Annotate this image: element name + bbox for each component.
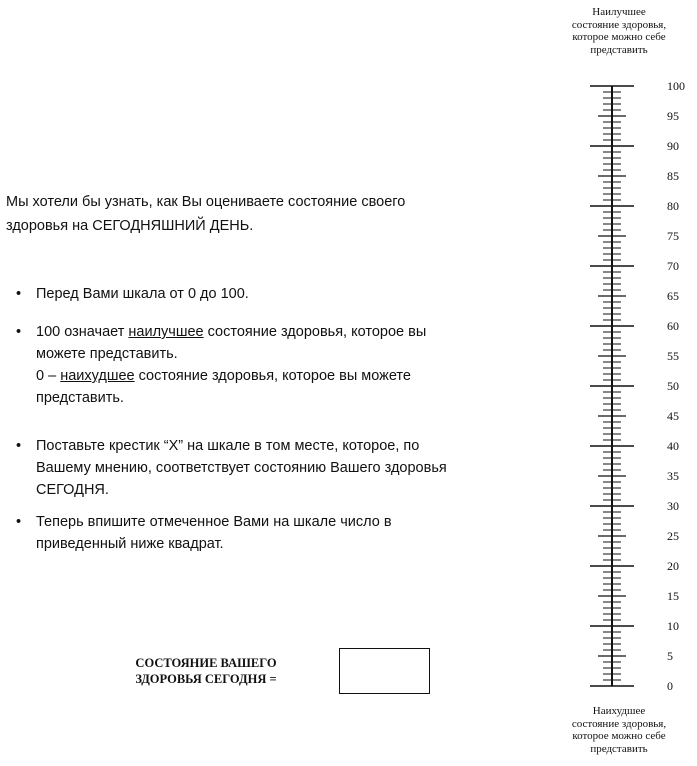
instruction-text: Перед Вами шкала от 0 до 100.	[36, 286, 249, 302]
answer-label-line: СОСТОЯНИЕ ВАШЕГО	[135, 656, 277, 670]
instruction-line: Теперь впишите отмеченное Вами на шкале число в	[36, 514, 392, 530]
scale-tick-label: 40	[667, 439, 679, 453]
bottom-caption-line: представить	[590, 742, 648, 755]
scale-tick-label: 90	[667, 139, 679, 153]
scale-tick-label: 100	[667, 79, 685, 93]
scale-tick-label: 95	[667, 109, 679, 123]
scale-tick-label: 75	[667, 229, 679, 243]
bullet-icon: •	[16, 438, 22, 454]
scale-tick-label: 70	[667, 259, 679, 273]
scale-tick-label: 50	[667, 379, 679, 393]
bottom-caption-line: состояние здоровья,	[571, 717, 667, 730]
instruction-line: приведенный ниже квадрат.	[36, 536, 224, 552]
bullet-icon: •	[16, 324, 22, 340]
intro-line: здоровья на СЕГОДНЯШНИЙ ДЕНЬ.	[6, 218, 254, 234]
scale-tick-label: 25	[667, 529, 679, 543]
bullet-icon: •	[16, 514, 22, 530]
instruction-line: СЕГОДНЯ.	[36, 482, 109, 498]
instruction-line: можете представить.	[36, 346, 178, 362]
scale-tick-label: 30	[667, 499, 679, 513]
scale-bottom-caption	[549, 705, 689, 755]
scale-tick-label: 20	[667, 559, 679, 573]
top-caption-line: состояние здоровья,	[571, 18, 667, 31]
scale-tick-label: 35	[667, 469, 679, 483]
bottom-caption-line: которое можно себе	[572, 730, 666, 742]
top-caption-line: представить	[590, 43, 648, 56]
scale-tick-label: 0	[667, 679, 673, 693]
scale-tick-label: 45	[667, 409, 679, 423]
scale-tick-label: 65	[667, 289, 679, 303]
intro-line: Мы хотели бы узнать, как Вы оцениваете состояние своего	[6, 194, 406, 210]
scale-tick-label: 85	[667, 169, 679, 183]
instruction-text: 100 означает	[36, 324, 129, 340]
instruction-line: представить.	[36, 390, 124, 406]
scale-tick-label: 55	[667, 349, 679, 363]
top-caption-line: которое можно себе	[572, 31, 666, 43]
scale-tick-label: 15	[667, 589, 679, 603]
underlined-word: наихудшее	[60, 368, 135, 384]
answer-label-line: ЗДОРОВЬЯ СЕГОДНЯ =	[135, 672, 277, 686]
scale-tick-label: 60	[667, 319, 679, 333]
underlined-word: наилучшее	[128, 324, 204, 340]
instruction-text: состояние здоровья, которое вы	[203, 324, 427, 340]
scale-tick-label: 10	[667, 619, 679, 633]
bottom-caption-line: Наихудшее	[592, 705, 646, 717]
scale-tick-label: 5	[667, 649, 673, 663]
scale-tick-label: 80	[667, 199, 679, 213]
bullet-icon: •	[16, 286, 22, 302]
instruction-line: Вашему мнению, соответствует состоянию Вашего здоровья	[36, 460, 447, 476]
instruction-text: состояние здоровья, которое вы можете	[134, 368, 411, 384]
instruction-text: 0 –	[36, 368, 61, 384]
instruction-line: Поставьте крестик “X” на шкале в том месте, которое, по	[36, 438, 420, 454]
top-caption-line: Наилучшее	[592, 6, 646, 18]
